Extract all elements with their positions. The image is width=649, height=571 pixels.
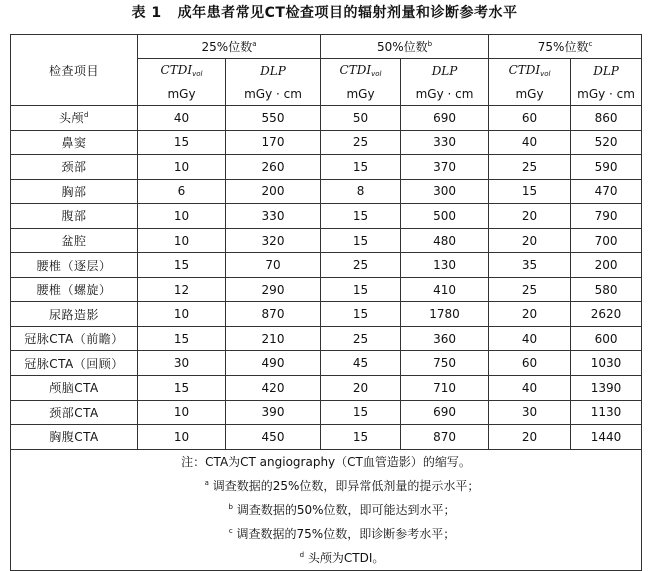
table-cell: 15	[138, 130, 226, 155]
table-cell: 60	[489, 106, 571, 131]
note-c-row	[11, 522, 642, 546]
table-cell: 10	[138, 204, 226, 229]
note-main: 注：CTA为CT angiography（CT血管造影）的缩写。	[11, 449, 642, 474]
table-cell: 200	[226, 179, 321, 204]
row-label: 胸腹CTA	[11, 425, 138, 450]
table-row	[11, 204, 642, 229]
table-row	[11, 376, 642, 401]
table-row	[11, 179, 642, 204]
table-cell: 40	[489, 130, 571, 155]
note-main-row	[11, 449, 642, 474]
table-cell: 390	[226, 400, 321, 425]
table-row	[11, 326, 642, 351]
unit-ctdi-25: mGy	[138, 82, 226, 106]
table-cell: 20	[489, 228, 571, 253]
table-cell: 870	[226, 302, 321, 327]
row-label: 胸部	[11, 179, 138, 204]
table-cell: 10	[138, 425, 226, 450]
table-cell: 10	[138, 155, 226, 180]
table-cell: 1130	[571, 400, 642, 425]
row-label: 头颅$^d$	[11, 106, 138, 131]
table-cell: 15	[138, 326, 226, 351]
table-cell: 15	[138, 376, 226, 401]
table-cell: 25	[489, 155, 571, 180]
table-cell: 15	[321, 302, 401, 327]
row-label: 冠脉CTA（前瞻）	[11, 326, 138, 351]
unit-ctdi-50: mGy	[321, 82, 401, 106]
table-cell: 300	[401, 179, 489, 204]
header-group-50: 50%位数$^b$	[321, 35, 489, 59]
table-cell: 860	[571, 106, 642, 131]
table-row	[11, 228, 642, 253]
table-cell: 370	[401, 155, 489, 180]
table-cell: 1390	[571, 376, 642, 401]
table-cell: 360	[401, 326, 489, 351]
table-cell: 40	[138, 106, 226, 131]
table-cell: 40	[489, 376, 571, 401]
header-row-groups	[11, 35, 642, 59]
table-row	[11, 425, 642, 450]
table-cell: 10	[138, 228, 226, 253]
table-cell: 200	[571, 253, 642, 278]
note-d: $^d$ 头颅为CTDI。	[11, 546, 642, 571]
table-cell: 45	[321, 351, 401, 376]
table-cell: 10	[138, 302, 226, 327]
header-dlp-50: DLP	[401, 59, 489, 83]
row-label: 腹部	[11, 204, 138, 229]
table-cell: 790	[571, 204, 642, 229]
table-cell: 750	[401, 351, 489, 376]
table-cell: 410	[401, 277, 489, 302]
note-a: $^a$ 调查数据的25%位数，即异常低剂量的提示水平；	[11, 474, 642, 498]
table-row	[11, 106, 642, 131]
table-cell: 40	[489, 326, 571, 351]
row-label: 颈部CTA	[11, 400, 138, 425]
row-label: 盆腔	[11, 228, 138, 253]
table-caption: 成年患者常见CT检查项目的辐射剂量和诊断参考水平	[177, 5, 518, 21]
table-cell: 420	[226, 376, 321, 401]
table-cell: 30	[138, 351, 226, 376]
table-cell: 490	[226, 351, 321, 376]
note-b: $^b$ 调查数据的50%位数，即可能达到水平；	[11, 498, 642, 522]
table-cell: 330	[226, 204, 321, 229]
table-cell: 25	[321, 253, 401, 278]
table-cell: 25	[321, 130, 401, 155]
header-ctdi-50: $CTDI_{vol}$	[321, 59, 401, 83]
header-group-75: 75%位数$^c$	[489, 35, 642, 59]
table-cell: 260	[226, 155, 321, 180]
row-label: 鼻窦	[11, 130, 138, 155]
table-cell: 590	[571, 155, 642, 180]
table-cell: 1440	[571, 425, 642, 450]
note-b-row	[11, 498, 642, 522]
table-cell: 15	[321, 228, 401, 253]
table-cell: 15	[321, 204, 401, 229]
table-cell: 2620	[571, 302, 642, 327]
row-label: 颈部	[11, 155, 138, 180]
table-cell: 50	[321, 106, 401, 131]
table-cell: 700	[571, 228, 642, 253]
table-cell: 290	[226, 277, 321, 302]
table-row	[11, 302, 642, 327]
table-cell: 470	[571, 179, 642, 204]
table-number: 表 1	[131, 5, 162, 21]
table-cell: 690	[401, 106, 489, 131]
unit-dlp-50: mGy · cm	[401, 82, 489, 106]
table-cell: 60	[489, 351, 571, 376]
table-row	[11, 155, 642, 180]
table-cell: 500	[401, 204, 489, 229]
header-dlp-25: DLP	[226, 59, 321, 83]
header-ctdi-75: $CTDI_{vol}$	[489, 59, 571, 83]
table-cell: 15	[138, 253, 226, 278]
table-row	[11, 400, 642, 425]
table-cell: 15	[321, 400, 401, 425]
table-row	[11, 130, 642, 155]
table-cell: 320	[226, 228, 321, 253]
row-label: 颅脑CTA	[11, 376, 138, 401]
table-cell: 15	[489, 179, 571, 204]
table-cell: 870	[401, 425, 489, 450]
header-ctdi-25: $CTDI_{vol}$	[138, 59, 226, 83]
table-cell: 8	[321, 179, 401, 204]
table-row	[11, 253, 642, 278]
table-cell: 6	[138, 179, 226, 204]
row-label: 腰椎（逐层）	[11, 253, 138, 278]
table-cell: 20	[489, 302, 571, 327]
row-label: 尿路造影	[11, 302, 138, 327]
table-cell: 15	[321, 155, 401, 180]
table-cell: 450	[226, 425, 321, 450]
table-cell: 600	[571, 326, 642, 351]
table-cell: 330	[401, 130, 489, 155]
note-a-row	[11, 474, 642, 498]
table-cell: 70	[226, 253, 321, 278]
table-cell: 20	[489, 204, 571, 229]
table-cell: 25	[321, 326, 401, 351]
table-cell: 480	[401, 228, 489, 253]
table-cell: 1780	[401, 302, 489, 327]
table-cell: 550	[226, 106, 321, 131]
unit-dlp-75: mGy · cm	[571, 82, 642, 106]
table-cell: 15	[321, 425, 401, 450]
table-cell: 10	[138, 400, 226, 425]
table-row	[11, 277, 642, 302]
header-dlp-75: DLP	[571, 59, 642, 83]
table-cell: 30	[489, 400, 571, 425]
table-cell: 20	[489, 425, 571, 450]
unit-ctdi-75: mGy	[489, 82, 571, 106]
header-item-label: 检查项目	[11, 35, 138, 106]
table-title	[0, 2, 649, 22]
table-cell: 12	[138, 277, 226, 302]
unit-dlp-25: mGy · cm	[226, 82, 321, 106]
header-group-25: 25%位数$^a$	[138, 35, 321, 59]
row-label: 冠脉CTA（回顾）	[11, 351, 138, 376]
table-cell: 170	[226, 130, 321, 155]
table-cell: 130	[401, 253, 489, 278]
table-cell: 20	[321, 376, 401, 401]
table-cell: 35	[489, 253, 571, 278]
table-cell: 690	[401, 400, 489, 425]
note-c: $^c$ 调查数据的75%位数，即诊断参考水平；	[11, 522, 642, 546]
table-cell: 520	[571, 130, 642, 155]
row-label: 腰椎（螺旋）	[11, 277, 138, 302]
table-row	[11, 351, 642, 376]
note-d-row	[11, 546, 642, 571]
table-cell: 1030	[571, 351, 642, 376]
table-cell: 15	[321, 277, 401, 302]
table-cell: 25	[489, 277, 571, 302]
table-cell: 710	[401, 376, 489, 401]
dose-table	[10, 34, 642, 571]
table-cell: 580	[571, 277, 642, 302]
table-cell: 210	[226, 326, 321, 351]
